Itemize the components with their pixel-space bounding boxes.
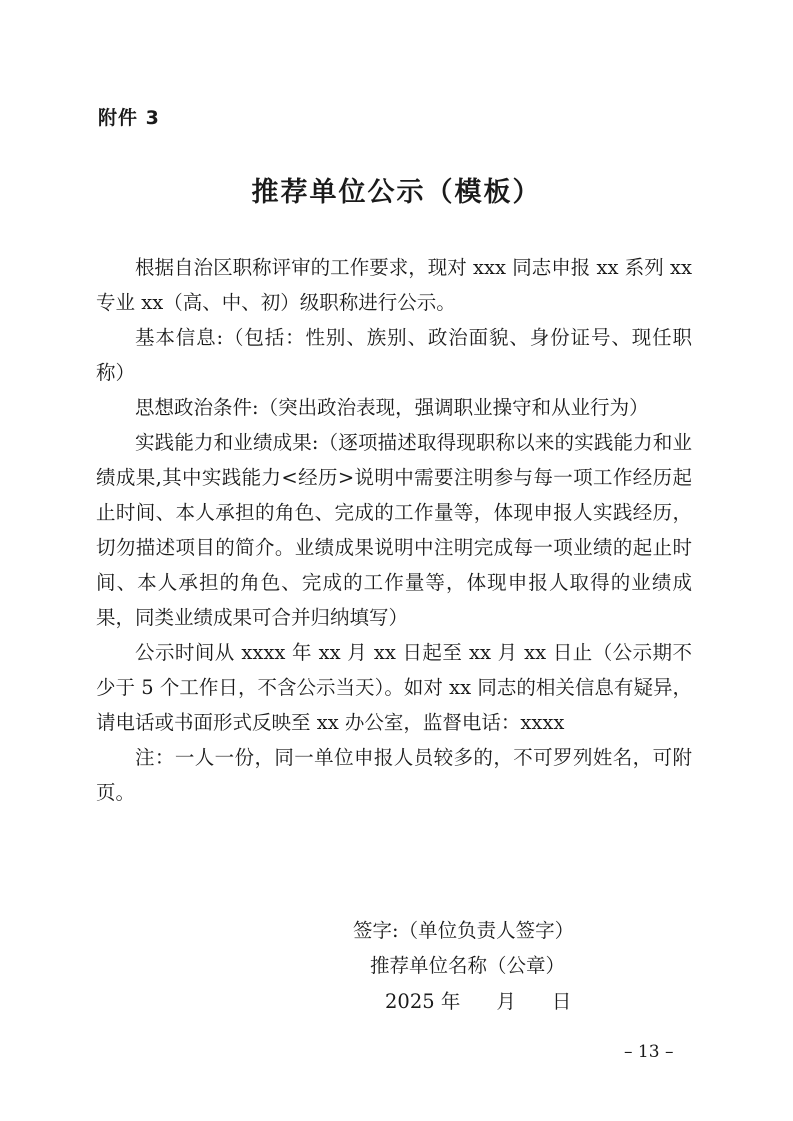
recommending-unit-line: 推荐单位名称（公章） [370, 954, 566, 977]
attachment-label: 附件 3 [98, 107, 160, 129]
note-paragraph: 注：一人一份，同一单位申报人员较多的，不可罗列姓名，可附页。 [96, 746, 692, 804]
page-number: – 13 – [624, 1042, 674, 1062]
intro-paragraph: 根据自治区职称评审的工作要求，现对 xxx 同志申报 xx 系列 xx 专业 xx（高、中、初）级职称进行公示。 [96, 256, 692, 314]
publicity-period-paragraph: 公示时间从 xxxx 年 xx 月 xx 日起至 xx 月 xx 日止（公示期不少于 5 个工作日，不含公示当天）。如对 xx 同志的相关信息有疑异，请电话或书面形式反映至 xx 办公室，监督电话：xxxx [96, 641, 692, 734]
document-body [96, 250, 692, 810]
political-conditions-paragraph: 思想政治条件:（突出政治表现，强调职业操守和从业行为） [135, 396, 649, 419]
date-line [385, 986, 571, 1014]
date-month: 月 [496, 990, 516, 1013]
basic-info-paragraph: 基本信息:（包括：性别、族别、政治面貌、身份证号、现任职称） [96, 326, 692, 384]
page-title: 推荐单位公示（模板） [251, 177, 542, 208]
date-year: 2025 年 [385, 990, 461, 1013]
practice-achievements-paragraph: 实践能力和业绩成果:（逐项描述取得现职称以来的实践能力和业绩成果,其中实践能力<经历>说明中需要注明参与每一项工作经历起止时间、本人承担的角色、完成的工作量等，体现申报人实践经历，切勿描述项目的简介。业绩成果说明中注明完成每一项业绩的起止时间、本人承担的角色、完成的工作量等，体现申报人取得的业绩成果，同类业绩成果可合并归纳填写） [96, 431, 692, 629]
date-day: 日 [551, 990, 572, 1013]
signature-line: 签字:（单位负责人签字） [353, 919, 575, 942]
